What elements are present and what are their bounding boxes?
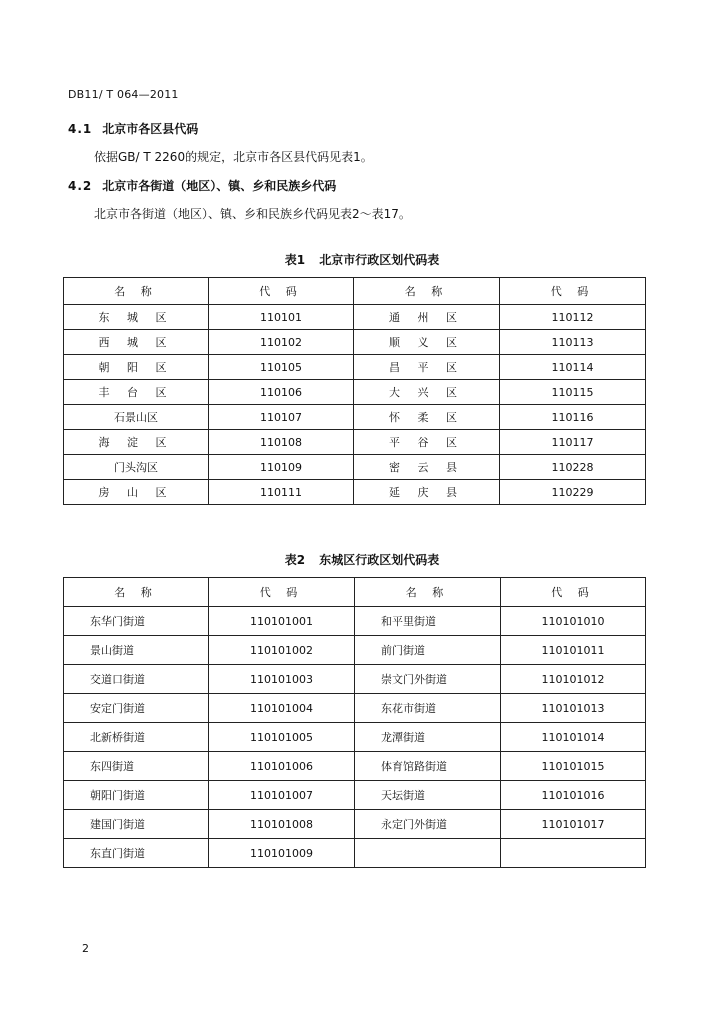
table-row bbox=[64, 455, 646, 480]
district-name: 海 淀 区 bbox=[64, 430, 209, 455]
table-row bbox=[64, 752, 646, 781]
column-header: 代 码 bbox=[501, 578, 646, 607]
district-code: 110109 bbox=[209, 455, 354, 480]
section-4-1-paragraph: 依据GB/ T 2260的规定，北京市各区县代码见表1。 bbox=[94, 150, 373, 164]
table1-caption bbox=[0, 251, 724, 268]
subdistrict-name: 东四街道 bbox=[64, 752, 209, 781]
table2 bbox=[63, 577, 646, 868]
district-name: 门头沟区 bbox=[64, 455, 209, 480]
table-row bbox=[64, 607, 646, 636]
table-header-row bbox=[64, 578, 646, 607]
subdistrict-code: 110101016 bbox=[501, 781, 646, 810]
subdistrict-code: 110101006 bbox=[209, 752, 355, 781]
table-row bbox=[64, 430, 646, 455]
section-number: 4.1 bbox=[68, 122, 93, 136]
district-code: 110115 bbox=[500, 380, 646, 405]
table2-number: 表2 bbox=[284, 553, 306, 567]
district-code: 110106 bbox=[209, 380, 354, 405]
district-name: 朝 阳 区 bbox=[64, 355, 209, 380]
subdistrict-name: 朝阳门街道 bbox=[64, 781, 209, 810]
subdistrict-name: 和平里街道 bbox=[355, 607, 501, 636]
section-title: 北京市各区县代码 bbox=[102, 122, 199, 136]
column-header: 代 码 bbox=[209, 578, 355, 607]
subdistrict-code: 110101008 bbox=[209, 810, 355, 839]
table-row bbox=[64, 355, 646, 380]
table-row bbox=[64, 781, 646, 810]
district-code: 110113 bbox=[500, 330, 646, 355]
section-4-1-heading bbox=[68, 120, 198, 137]
subdistrict-name: 交道口街道 bbox=[64, 665, 209, 694]
district-name: 延 庆 县 bbox=[354, 480, 500, 505]
subdistrict-name bbox=[355, 839, 501, 868]
subdistrict-name: 天坛街道 bbox=[355, 781, 501, 810]
table-row bbox=[64, 330, 646, 355]
table2-caption bbox=[0, 551, 724, 568]
table1-number: 表1 bbox=[284, 253, 306, 267]
subdistrict-code: 110101007 bbox=[209, 781, 355, 810]
subdistrict-code: 110101015 bbox=[501, 752, 646, 781]
table2-title: 东城区行政区划代码表 bbox=[319, 553, 440, 567]
section-4-2-paragraph: 北京市各街道（地区）、镇、乡和民族乡代码见表2～表17。 bbox=[94, 207, 411, 221]
table-row bbox=[64, 839, 646, 868]
subdistrict-name: 景山街道 bbox=[64, 636, 209, 665]
district-code: 110112 bbox=[500, 305, 646, 330]
subdistrict-code: 110101009 bbox=[209, 839, 355, 868]
subdistrict-name: 安定门街道 bbox=[64, 694, 209, 723]
subdistrict-name: 前门街道 bbox=[355, 636, 501, 665]
district-code: 110116 bbox=[500, 405, 646, 430]
district-name: 东 城 区 bbox=[64, 305, 209, 330]
table-row bbox=[64, 810, 646, 839]
subdistrict-name: 崇文门外街道 bbox=[355, 665, 501, 694]
district-code: 110114 bbox=[500, 355, 646, 380]
subdistrict-code: 110101012 bbox=[501, 665, 646, 694]
district-name: 西 城 区 bbox=[64, 330, 209, 355]
subdistrict-code: 110101004 bbox=[209, 694, 355, 723]
column-header: 名 称 bbox=[64, 278, 209, 305]
table-header-row bbox=[64, 278, 646, 305]
column-header: 代 码 bbox=[209, 278, 354, 305]
subdistrict-code: 110101003 bbox=[209, 665, 355, 694]
subdistrict-code: 110101017 bbox=[501, 810, 646, 839]
district-code: 110111 bbox=[209, 480, 354, 505]
subdistrict-name: 体育馆路街道 bbox=[355, 752, 501, 781]
column-header: 代 码 bbox=[500, 278, 646, 305]
district-name: 通 州 区 bbox=[354, 305, 500, 330]
district-code: 110117 bbox=[500, 430, 646, 455]
district-name: 石景山区 bbox=[64, 405, 209, 430]
district-name: 丰 台 区 bbox=[64, 380, 209, 405]
district-code: 110228 bbox=[500, 455, 646, 480]
column-header: 名 称 bbox=[354, 278, 500, 305]
table-row bbox=[64, 636, 646, 665]
subdistrict-name: 建国门街道 bbox=[64, 810, 209, 839]
subdistrict-code: 110101005 bbox=[209, 723, 355, 752]
district-code: 110107 bbox=[209, 405, 354, 430]
subdistrict-code: 110101002 bbox=[209, 636, 355, 665]
subdistrict-code: 110101014 bbox=[501, 723, 646, 752]
table-row bbox=[64, 694, 646, 723]
subdistrict-code: 110101013 bbox=[501, 694, 646, 723]
page-number: 2 bbox=[82, 942, 89, 955]
district-name: 平 谷 区 bbox=[354, 430, 500, 455]
district-name: 房 山 区 bbox=[64, 480, 209, 505]
subdistrict-code: 110101010 bbox=[501, 607, 646, 636]
table-row bbox=[64, 665, 646, 694]
subdistrict-name: 永定门外街道 bbox=[355, 810, 501, 839]
subdistrict-code: 110101011 bbox=[501, 636, 646, 665]
district-name: 顺 义 区 bbox=[354, 330, 500, 355]
section-4-2-heading bbox=[68, 177, 336, 194]
subdistrict-name: 东华门街道 bbox=[64, 607, 209, 636]
table1 bbox=[63, 277, 646, 505]
subdistrict-code bbox=[501, 839, 646, 868]
district-code: 110105 bbox=[209, 355, 354, 380]
section-number: 4.2 bbox=[68, 179, 93, 193]
subdistrict-name: 东直门街道 bbox=[64, 839, 209, 868]
table1-title: 北京市行政区划代码表 bbox=[319, 253, 440, 267]
district-name: 昌 平 区 bbox=[354, 355, 500, 380]
district-name: 密 云 县 bbox=[354, 455, 500, 480]
subdistrict-name: 东花市街道 bbox=[355, 694, 501, 723]
table-row bbox=[64, 480, 646, 505]
district-code: 110108 bbox=[209, 430, 354, 455]
subdistrict-name: 北新桥街道 bbox=[64, 723, 209, 752]
district-name: 怀 柔 区 bbox=[354, 405, 500, 430]
subdistrict-code: 110101001 bbox=[209, 607, 355, 636]
table-row bbox=[64, 380, 646, 405]
column-header: 名 称 bbox=[64, 578, 209, 607]
district-name: 大 兴 区 bbox=[354, 380, 500, 405]
district-code: 110229 bbox=[500, 480, 646, 505]
table-row bbox=[64, 305, 646, 330]
subdistrict-name: 龙潭街道 bbox=[355, 723, 501, 752]
table-row bbox=[64, 405, 646, 430]
document-header-code: DB11/ T 064—2011 bbox=[68, 88, 179, 101]
table-row bbox=[64, 723, 646, 752]
column-header: 名 称 bbox=[355, 578, 501, 607]
district-code: 110101 bbox=[209, 305, 354, 330]
section-title: 北京市各街道（地区）、镇、乡和民族乡代码 bbox=[102, 179, 337, 193]
district-code: 110102 bbox=[209, 330, 354, 355]
